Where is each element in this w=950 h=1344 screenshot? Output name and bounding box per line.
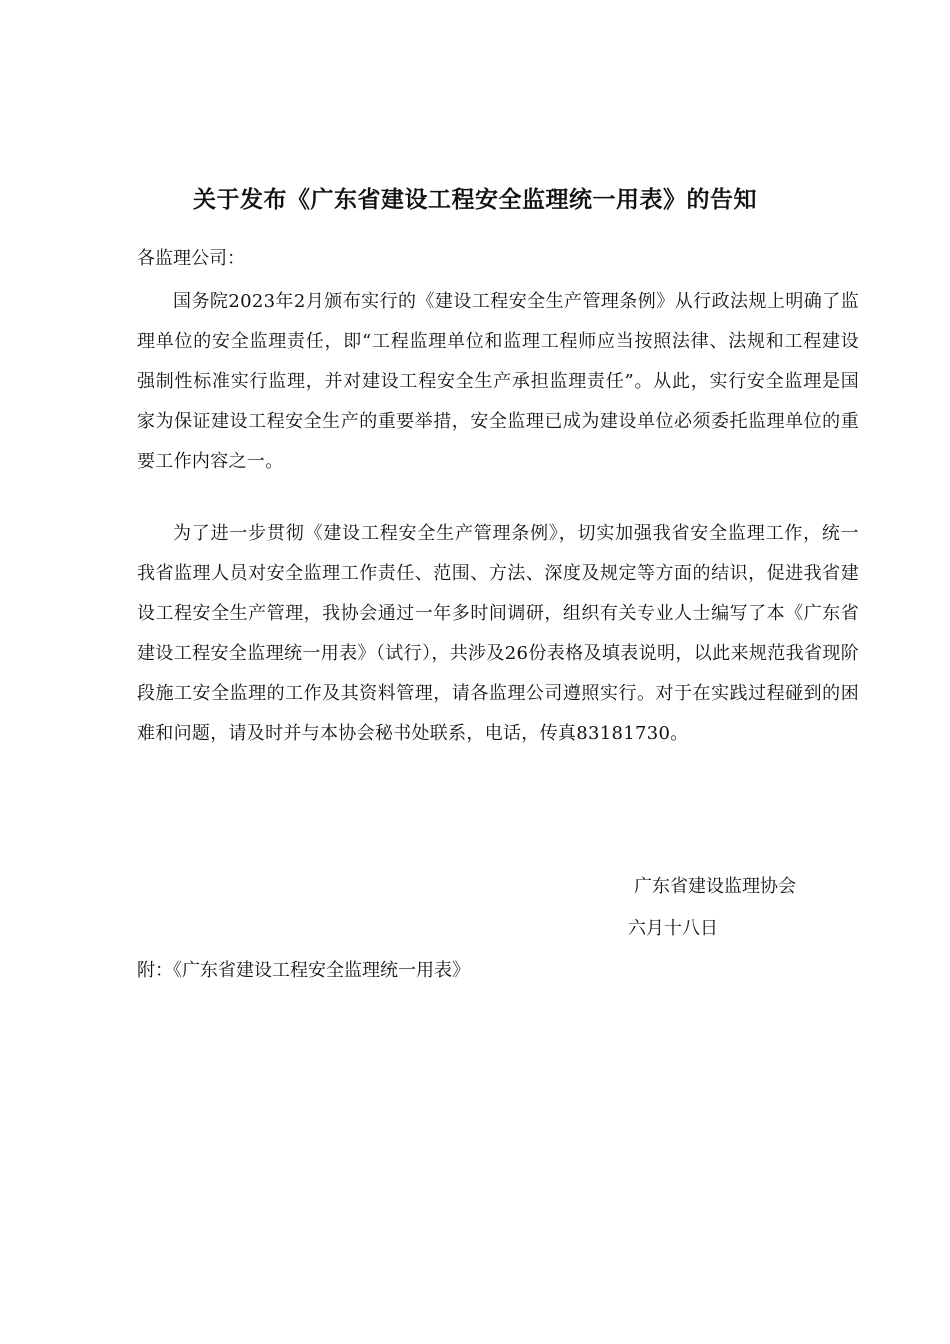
body-paragraph-1: 国务院2023年2月颁布实行的《建设工程安全生产管理条例》从行政法规上明确了监理单位的安全监理责任，即“工程监理单位和监理工程师应当按照法律、法规和工程建设强制性标准实行监理，并对建设工程安全生产承担监理责任”。从此，实行安全监理是国家为保证建设工程安全生产的重要举措，安全监理已成为建设单位必须委托监理单位的重要工作内容之一。: [137, 291, 859, 472]
signature-organization: 广东省建设监理协会: [634, 876, 796, 897]
signature-date: 六月十八日: [628, 918, 718, 939]
document-title: 关于发布《广东省建设工程安全监理统一用表》的告知: [193, 186, 757, 213]
attachment-note: 附：《广东省建设工程安全监理统一用表》: [137, 960, 470, 981]
body-paragraph-2: 为了进一步贯彻《建设工程安全生产管理条例》，切实加强我省安全监理工作，统一我省监理人员对安全监理工作责任、范围、方法、深度及规定等方面的结识，促进我省建设工程安全生产管理，我协会通过一年多时间调研，组织有关专业人士编写了本《广东省建设工程安全监理统一用表》（试行），共涉及26份表格及填表说明，以此来规范我省现阶段施工安全监理的工作及其资料管理，请各监理公司遵照实行。对于在实践过程碰到的困难和问题，请及时并与本协会秘书处联系，电话，传真83181730。: [137, 523, 859, 744]
salutation: 各监理公司：: [137, 248, 245, 269]
